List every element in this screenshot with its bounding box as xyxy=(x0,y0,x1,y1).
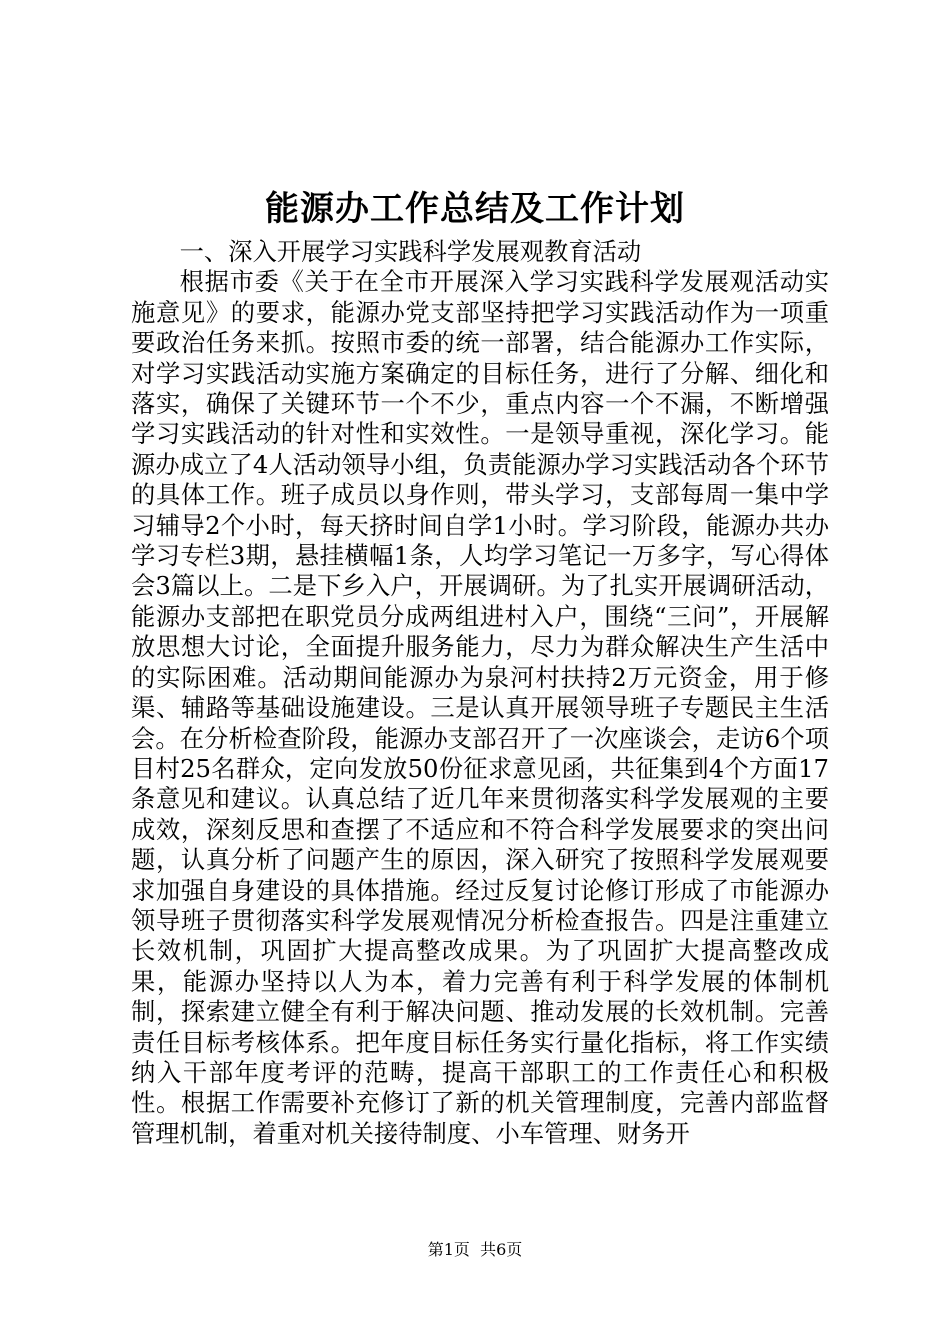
section-heading: 一、深入开展学习实践科学发展观教育活动 xyxy=(179,237,642,266)
body-paragraph: 根据市委《关于在全市开展深入学习实践科学发展观活动实施意见》的要求，能源办党支部坚持把学习实践活动作为一项重要政治任务来抓。按照市委的统一部署，结合能源办工作实际，对学习实践活动实施方案确定的目标任务，进行了分解、细化和落实，确保了关键环节一个不少，重点内容一个不漏，不断增强学习实践活动的针对性和实效性。一是领导重视，深化学习。能源办成立了4人活动领导小组，负责能源办学习实践活动各个环节的具体工作。班子成员以身作则，带头学习，支部每周一集中学习辅导2个小时，每天挤时间自学1小时。学习阶段，能源办共办学习专栏3期，悬挂横幅1条，人均学习笔记一万多字，写心得体会3篇以上。二是下乡入户，开展调研。为了扎实开展调研活动，能源办支部把在职党员分成两组进村入户，围绕“三问”，开展解放思想大讨论，全面提升服务能力，尽力为群众解决生产生活中的实际困难。活动期间能源办为泉河村扶持2万元资金，用于修渠、辅路等基础设施建设。三是认真开展领导班子专题民主生活会。在分析检查阶段，能源办支部召开了一次座谈会，走访6个项目村25名群众，定向发放50份征求意见函，共征集到4个方面17条意见和建议。认真总结了近几年来贯彻落实科学发展观的主要成效，深刻反思和查摆了不适应和不符合科学发展要求的突出问题，认真分析了问题产生的原因，深入研究了按照科学发展观要求加强自身建设的具体措施。经过反复讨论修订形成了市能源办领导班子贯彻落实科学发展观情况分析检查报告。四是注重建立长效机制，巩固扩大提高整改成果。为了巩固扩大提高整改成果，能源办坚持以人为本，着力完善有利于科学发展的体制机制，探索建立健全有利于解决问题、推动发展的长效机制。完善责任目标考核体系。把年度目标任务实行量化指标，将工作实绩纳入干部年度考评的范畴，提高干部职工的工作责任心和积极性。根据工作需要补充修订了新的机关管理制度，完善内部监督管理机制，着重对机关接待制度、小车管理、财务开 xyxy=(131,267,829,1148)
document-body xyxy=(131,237,829,1149)
page-number-total: 共6页 xyxy=(480,1240,523,1259)
document-title: 能源办工作总结及工作计划 xyxy=(265,189,685,229)
page-number-current: 第1页 xyxy=(427,1240,470,1259)
page-footer xyxy=(0,1239,950,1261)
footer-spacer xyxy=(470,1240,480,1259)
